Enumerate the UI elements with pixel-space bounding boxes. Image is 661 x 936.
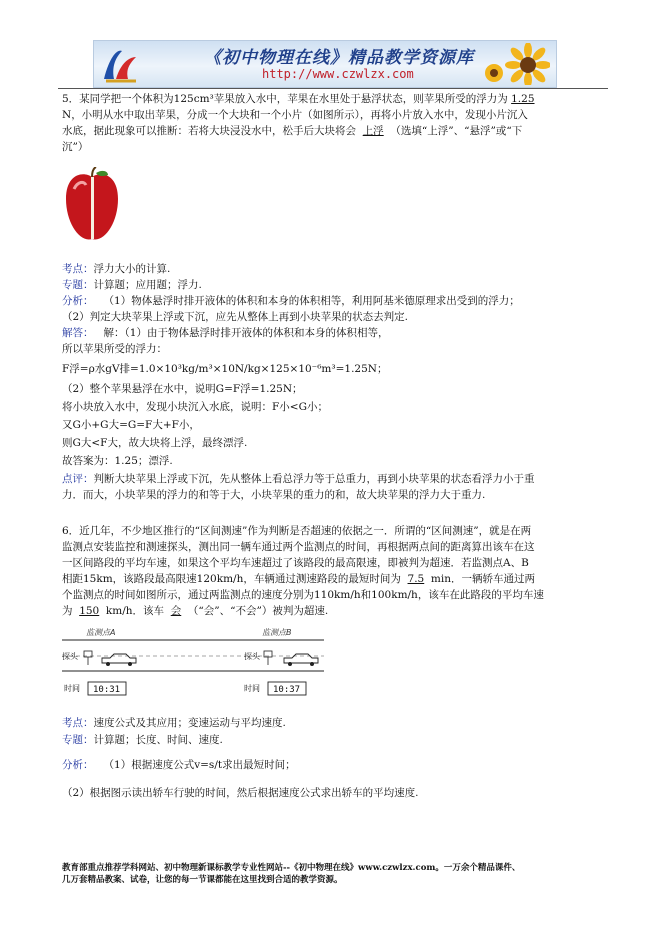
q6-answer1: 7.5	[407, 573, 425, 585]
q5-line1: 5．某同学把一个体积为125cm³苹果放入水中，苹果在水里处于悬浮状态，则苹果所受的浮力为 1.25	[62, 93, 535, 105]
footer-line2: 几万套精品教案、试卷，让您的每一节课都能在这里找到合适的教学资源。	[62, 875, 343, 885]
q6-answer2: 150	[79, 605, 100, 617]
q5-jieda4: （2）整个苹果悬浮在水中，说明G=F浮=1.25N；	[62, 383, 303, 395]
q5-kaodian: 考点：浮力大小的计算.	[62, 263, 171, 275]
speed-check-diagram	[62, 627, 324, 697]
sunflower-icon	[480, 43, 550, 85]
q5-jieda3: F浮=ρ水gV排=1.0×10³kg/m³×10N/kg×125×10⁻⁶m³=1.25N；	[62, 363, 388, 375]
q5-line2: N，小明从水中取出苹果，分成一个大块和一个小片（如图所示），再将小片放入水中，发现小片沉入	[62, 109, 528, 121]
q5-answer1: 1.25	[511, 93, 535, 105]
apple-figure	[62, 167, 122, 245]
q6-fenxi2: （2）根据图示读出轿车行驶的时间，然后根据速度公式求出轿车的平均速度.	[62, 787, 419, 799]
page-footer	[62, 862, 602, 886]
time-value-b: 10:37	[273, 685, 301, 695]
probe-label-b: 探头	[244, 652, 260, 661]
camera-icon-a	[84, 651, 92, 665]
q6-line1: 6．近几年，不少地区推行的“区间测速”作为判断是否超速的依据之一．所谓的“区间测速”，就是在两	[62, 525, 532, 537]
time-value-a: 10:31	[93, 685, 121, 695]
q6-line4: 相距15km，该路段最高限速120km/h，车辆通过测速路段的最短时间为 7.5 min．一辆轿车通过两	[62, 573, 535, 585]
time-label-b: 时间	[244, 684, 260, 693]
q6-fenxi: 分析： （1）根据速度公式v=s/t求出最短时间；	[62, 759, 296, 771]
q6-line2: 监测点安装监控和测速探头，测出同一辆车通过两个监测点的时间，再根据两点间的距离算出该车在这	[62, 541, 535, 553]
q5-answer2: 上浮	[362, 125, 384, 137]
q5-jieda5: 将小块放入水中，发现小块沉入水底，说明：F小<G小；	[62, 401, 328, 413]
q5-line4: 沉”）	[62, 141, 89, 153]
footer-line1: 教育部重点推荐学科网站、初中物理新课标教学专业性网站--《初中物理在线》www.czwlzx.com。一万余个精品课件、	[62, 863, 521, 873]
q6-line6: 为 150 km/h．该车 会 （“会”、“不会”）被判为超速.	[62, 605, 329, 617]
probe-label-a: 探头	[62, 652, 78, 661]
q6-line3: 一区间路段的平均车速，如果这个平均车速超过了该路段的最高限速，即被判为超速．若监测点A、B	[62, 557, 529, 569]
q6-line5: 个监测点的时间如图所示，通过两监测点的速度分别为110km/h和100km/h，该车在此路段的平均车速	[62, 589, 544, 601]
header-banner	[93, 40, 557, 88]
camera-icon-b	[264, 651, 272, 665]
q5-dianping: 点评：判断大块苹果上浮或下沉，先从整体上看总浮力等于总重力，再到小块苹果的状态看浮力小于重	[62, 473, 535, 485]
monitor-point-a-label: 监测点A	[86, 628, 116, 637]
q5-fenxi2: （2）判定大块苹果上浮或下沉，应先从整体上再到小块苹果的状态去判定.	[62, 311, 409, 323]
q5-jieda: 解答： 解：（1）由于物体悬浮时排开液体的体积和本身的体积相等，	[62, 327, 389, 339]
q5-jieda6: 又G小+G大=G=F大+F小，	[62, 419, 200, 431]
q5-jieda2: 所以苹果所受的浮力：	[62, 343, 167, 355]
q5-jieda7: 则G大<F大，故大块将上浮，最终漂浮.	[62, 437, 248, 449]
q5-line3: 水底，据此现象可以推断：若将大块浸没水中，松手后大块将会 上浮 （选填“上浮”、“悬浮”或“下	[62, 125, 523, 137]
q5-zhuanti: 专题：计算题；应用题；浮力.	[62, 279, 202, 291]
monitor-point-b-label: 监测点B	[262, 628, 292, 637]
header-rule	[58, 88, 608, 89]
header-url[interactable]: http://www.czwlzx.com	[262, 67, 414, 81]
q6-answer3: 会	[170, 605, 182, 617]
q6-zhuanti: 专题：计算题；长度、时间、速度.	[62, 734, 223, 746]
q5-fenxi: 分析： （1）物体悬浮时排开液体的体积和本身的体积相等，利用阿基米德原理求出受到的浮力；	[62, 295, 520, 307]
q5-jieda8: 故答案为：1.25；漂浮.	[62, 455, 173, 467]
header-title: 《初中物理在线》精品教学资源库	[204, 48, 474, 68]
q6-kaodian: 考点：速度公式及其应用；变速运动与平均速度.	[62, 717, 286, 729]
q5-dianping2: 力．而大，小块苹果的浮力的和等于大，小块苹果的重力的和，故大块苹果的浮力大于重力.	[62, 489, 486, 501]
time-label-a: 时间	[64, 684, 80, 693]
site-logo-icon	[100, 45, 140, 83]
